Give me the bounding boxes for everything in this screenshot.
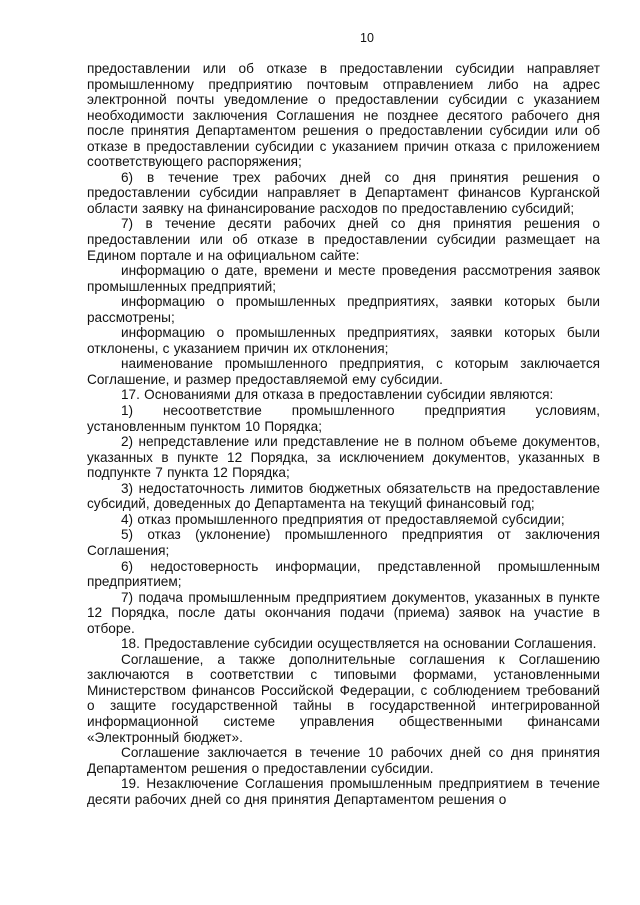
paragraph-section-19: 19. Незаключение Соглашения промышленным предприятием в течение десяти рабочих дней со дня принятия Департаментом решения о [87,776,600,807]
paragraph-notification-continuation: предоставлении или об отказе в предоставлении субсидии направляет промышленному предприятию почтовым отправлением либо на адрес электронной почты уведомление о предоставлении субсидии с указанием необходимости заключения Соглашения не позднее десятого рабочего дня после принятия Департаментом решения о предоставлении субсидии или об отказе в предоставлении субсидии с указанием причин отказа с приложением соответствующего распоряжения; [87,61,600,170]
paragraph-section-18: 18. Предоставление субсидии осуществляется на основании Соглашения. [121,636,597,652]
paragraph-17-4: 4) отказ промышленного предприятия от предоставляемой субсидии; [121,511,565,527]
paragraph-agreement-term: Соглашение заключается в течение 10 рабочих дней со дня принятия Департаментом решения о предоставлении субсидии. [87,745,600,776]
paragraph-17-6: 6) недостоверность информации, представленной промышленным предприятием; [87,558,600,590]
paragraph-item-7-publication: 7) в течение десяти рабочих дней со дня принятия решения о предоставлении или об отказе в предоставлении субсидии размещает на Едином портале и на официальном сайте: [87,216,600,263]
paragraph-info-rejected: информацию о промышленных предприятиях, заявки которых были отклонены, с указанием причин их отклонения; [87,325,600,356]
paragraph-agreement-forms: Соглашение, а также дополнительные соглашения к Соглашению заключаются в соответствии с типовыми формами, установленными Министерством финансов Российской Федерации, с соблюдением требований о защите государственной тайны в государственной интегрированной информационной системе управления общественными финансами «Электронный бюджет». [87,651,600,745]
paragraph-item-6-finance-request: 6) в течение трех рабочих дней со дня принятия решения о предоставлении субсидии направляет в Департамент финансов Курганской области заявку на финансирование расходов по предоставлению субсидий; [87,169,600,216]
page-number: 10 [360,31,374,45]
paragraph-info-recipient-name: наименование промышленного предприятия, с которым заключается Соглашение, и размер предоставляемой ему субсидии. [87,356,600,387]
paragraph-17-2: 2) непредставление или представление не в полном объеме документов, указанных в пункте 12 Порядка, за исключением документов, указанных в подпункте 7 пункта 12 Порядка; [87,434,600,481]
paragraph-17-7: 7) подача промышленным предприятием документов, указанных в пункте 12 Порядка, после даты окончания подачи (приема) заявок на участие в отборе. [87,589,600,636]
paragraph-17-3: 3) недостаточность лимитов бюджетных обязательств на предоставление субсидий, доведенных до Департамента на текущий финансовый год; [87,480,600,512]
paragraph-17-5: 5) отказ (уклонение) промышленного предприятия от заключения Соглашения; [87,527,600,558]
paragraph-info-considered: информацию о промышленных предприятиях, заявки которых были рассмотрены; [87,294,600,325]
paragraph-section-17: 17. Основаниями для отказа в предоставлении субсидии являются: [121,387,554,403]
document-body [87,61,600,807]
paragraph-17-1: 1) несоответствие промышленного предприятия условиям, установленным пунктом 10 Порядка; [87,403,600,434]
paragraph-info-date-time: информацию о дате, времени и месте проведения рассмотрения заявок промышленных предприятий; [87,263,600,294]
